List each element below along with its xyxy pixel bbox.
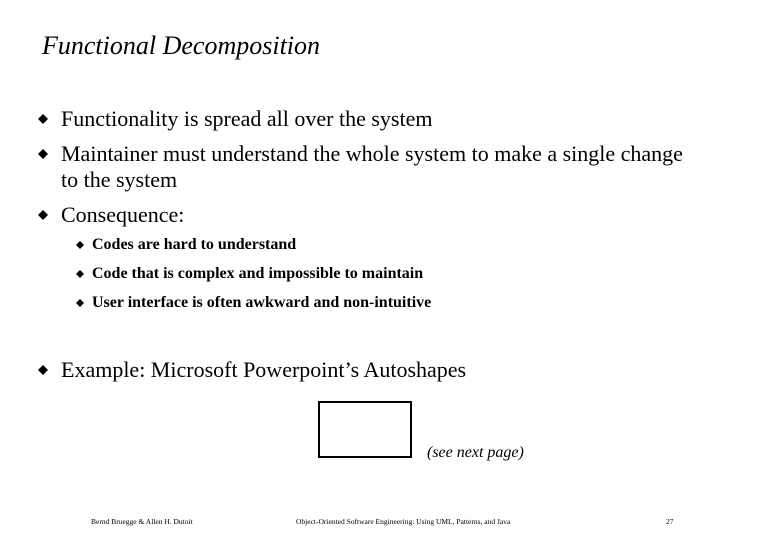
bullet-text: Maintainer must understand the whole system to make a single change to the system bbox=[61, 141, 683, 192]
bullet-text: Consequence: bbox=[61, 202, 185, 227]
footer-page-number: 27 bbox=[666, 517, 674, 526]
see-next-page-note: (see next page) bbox=[427, 444, 524, 461]
slide-title: Functional Decomposition bbox=[42, 31, 321, 60]
small-diamond-bullet-icon bbox=[76, 241, 84, 249]
autoshape-rectangle bbox=[318, 401, 412, 458]
sub-bullet-text: Code that is complex and impossible to maintain bbox=[92, 265, 424, 282]
diamond-bullet-icon bbox=[38, 210, 48, 220]
sub-bullet-text: Codes are hard to understand bbox=[92, 236, 297, 253]
bullet-text: Example: Microsoft Powerpoint’s Autoshapes bbox=[61, 357, 467, 382]
sub-bullet-text: User interface is often awkward and non-intuitive bbox=[92, 294, 432, 311]
diamond-bullet-icon bbox=[38, 114, 48, 124]
diamond-bullet-icon bbox=[38, 365, 48, 375]
footer-book-title: Object-Oriented Software Engineering: Using UML, Patterns, and Java bbox=[296, 517, 511, 526]
diamond-bullet-icon bbox=[38, 149, 48, 159]
small-diamond-bullet-icon bbox=[76, 270, 84, 278]
small-diamond-bullet-icon bbox=[76, 299, 84, 307]
footer-authors: Bernd Bruegge & Allen H. Dutoit bbox=[91, 517, 193, 526]
bullet-text: Functionality is spread all over the system bbox=[61, 106, 433, 131]
